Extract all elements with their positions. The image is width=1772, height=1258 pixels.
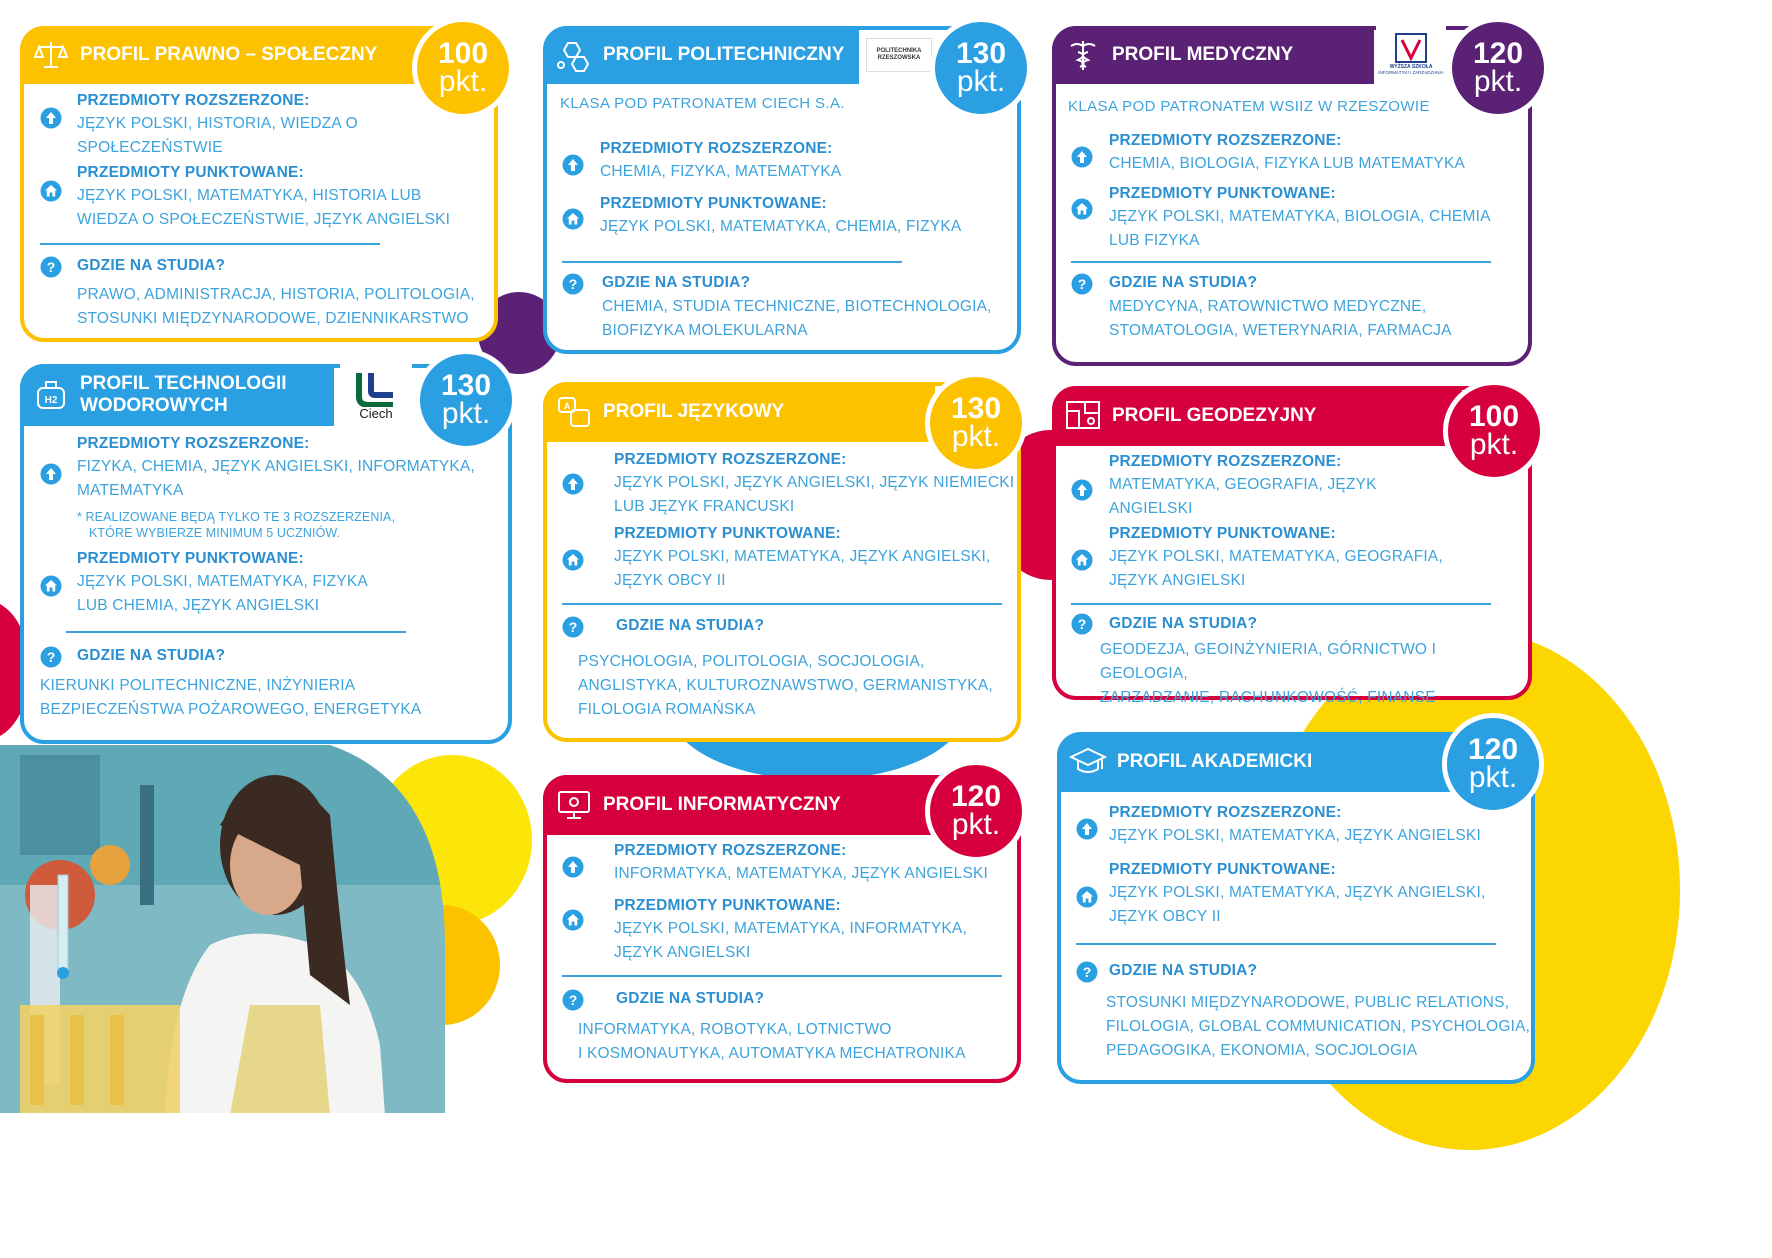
arrow-up-circle-icon [562, 154, 584, 176]
arrow-up-circle-icon [562, 856, 584, 878]
text-line: JĘZYK POLSKI, MATEMATYKA, JĘZYK ANGIELSKI, [614, 548, 991, 565]
text-line: JĘZYK POLSKI, JĘZYK ANGIELSKI, JĘZYK NIEMIECKI [614, 474, 1015, 491]
home-circle-icon [40, 180, 62, 202]
text-line: MATEMATYKA [77, 482, 184, 499]
text-line: KIERUNKI POLITECHNICZNE, INŻYNIERIA [40, 677, 356, 694]
section-extended [614, 840, 1019, 886]
section-label: PRZEDMIOTY PUNKTOWANE: [600, 195, 827, 212]
home-circle-icon [40, 575, 62, 597]
header-profil-prawno [20, 26, 440, 84]
section-label: PRZEDMIOTY ROZSZERZONE: [77, 435, 310, 452]
section-scored [614, 895, 1019, 965]
divider [40, 243, 380, 245]
divider [1071, 603, 1491, 605]
question-circle-icon [562, 616, 584, 638]
text-line: JĘZYK OBCY II [1109, 908, 1221, 925]
monitor-gear-icon [555, 786, 593, 824]
section-scored [614, 523, 1019, 593]
text-line: FILOLOGIA, GLOBAL COMMUNICATION, PSYCHOLOGIA, [1106, 1018, 1531, 1035]
section-label: PRZEDMIOTY ROZSZERZONE: [1109, 453, 1342, 470]
divider [562, 975, 1002, 977]
section-label: GDZIE NA STUDIA? [616, 617, 765, 634]
question-circle-icon [40, 646, 62, 668]
text-line: BIOFIZYKA MOLEKULARNA [602, 322, 808, 339]
divider [562, 603, 1002, 605]
text-line: STOSUNKI MIĘDZYNARODOWE, PUBLIC RELATIONS, [1106, 994, 1510, 1011]
arrow-up-circle-icon [1076, 818, 1098, 840]
text-line: ZARZADZANIE, RACHUNKOWOŚĆ, FINANSE [1100, 689, 1436, 706]
question-circle-icon [1071, 613, 1093, 635]
graduation-cap-icon [1069, 743, 1107, 781]
wsiiz-logo: WYŻSZA SZKOŁA INFORMATYKI I ZARZĄDZANIA [1376, 26, 1446, 82]
section-label: PRZEDMIOTY PUNKTOWANE: [1109, 185, 1336, 202]
home-circle-icon [1076, 886, 1098, 908]
section-label: PRZEDMIOTY ROZSZERZONE: [614, 451, 847, 468]
svg-text:H2: H2 [44, 395, 58, 406]
section-studies [578, 1018, 1018, 1066]
section-extended [77, 433, 502, 541]
section-label: PRZEDMIOTY ROZSZERZONE: [77, 92, 310, 109]
section-label: GDZIE NA STUDIA? [77, 257, 226, 274]
home-circle-icon [1071, 549, 1093, 571]
section-studies [1106, 991, 1531, 1063]
section-label: GDZIE NA STUDIA? [1109, 615, 1258, 632]
ciech-logo: Ciech [340, 364, 412, 426]
text-line: FIZYKA, CHEMIA, JĘZYK ANGIELSKI, INFORMATYKA, [77, 458, 476, 475]
points-badge: 130 pkt. [925, 372, 1027, 474]
section-studies [1109, 272, 1524, 343]
caduceus-icon [1064, 36, 1102, 74]
arrow-up-circle-icon [40, 107, 62, 129]
text-line: STOSUNKI MIĘDZYNARODOWE, DZIENNIKARSTWO [77, 310, 469, 327]
section-label: GDZIE NA STUDIA? [1109, 274, 1258, 291]
points-badge: 120 pkt. [1447, 17, 1549, 119]
home-circle-icon [562, 549, 584, 571]
header-profil-politechniczny [543, 26, 859, 84]
section-scored [77, 162, 487, 232]
text-line: JĘZYK POLSKI, MATEMATYKA, JĘZYK ANGIELSKI [1109, 827, 1481, 844]
header-profil-medyczny [1052, 26, 1374, 84]
section-extended [614, 449, 1019, 519]
section-label: GDZIE NA STUDIA? [602, 274, 751, 291]
text-line: JĘZYK POLSKI, MATEMATYKA, CHEMIA, FIZYKA [600, 218, 962, 235]
profile-title: PROFIL TECHNOLOGII WODOROWYCH [80, 373, 287, 416]
divider [1071, 261, 1491, 263]
section-extended [1109, 802, 1519, 848]
section-studies-label [77, 645, 225, 667]
molecule-icon [555, 36, 593, 74]
section-scored [1109, 859, 1519, 929]
text-line: PRAWO, ADMINISTRACJA, HISTORIA, POLITOLOGIA, [77, 286, 475, 303]
text-line: ANGLISTYKA, KULTUROZNAWSTWO, GERMANISTYKA, [578, 677, 993, 694]
text-line: LUB JĘZYK FRANCUSKI [614, 498, 795, 515]
note-line: KTÓRE WYBIERZE MINIMUM 5 UCZNIÓW. [89, 526, 341, 540]
header-profil-akademicki [1057, 732, 1455, 792]
section-extended [77, 90, 487, 160]
section-label: GDZIE NA STUDIA? [616, 990, 765, 1007]
section-label: PRZEDMIOTY ROZSZERZONE: [600, 140, 833, 157]
section-label: PRZEDMIOTY PUNKTOWANE: [77, 550, 304, 567]
hydrogen-tank-icon [32, 376, 70, 414]
section-extended [1109, 130, 1519, 176]
text-line: WIEDZA O SPOŁECZEŃSTWIE, JĘZYK ANGIELSKI [77, 211, 451, 228]
section-label: PRZEDMIOTY PUNKTOWANE: [1109, 525, 1336, 542]
section-scored [600, 193, 1010, 239]
question-circle-icon [562, 273, 584, 295]
text-line: JĘZYK POLSKI, HISTORIA, WIEDZA O [77, 115, 358, 132]
text-line: INFORMATYKA, MATEMATYKA, JĘZYK ANGIELSKI [614, 865, 989, 882]
politechnika-logo: POLITECHNIKA RZESZOWSKA [866, 38, 932, 72]
text-line: LUB CHEMIA, JĘZYK ANGIELSKI [77, 597, 320, 614]
section-studies [1100, 638, 1528, 710]
text-line: CHEMIA, STUDIA TECHNICZNE, BIOTECHNOLOGIA, [602, 298, 992, 315]
profile-title: PROFIL JĘZYKOWY [603, 401, 785, 422]
header-profil-wodorowy [20, 364, 334, 426]
text-line: JĘZYK POLSKI, MATEMATYKA, INFORMATYKA, [614, 920, 967, 937]
text-line: JĘZYK POLSKI, MATEMATYKA, FIZYKA [77, 573, 368, 590]
section-studies-label [1109, 960, 1257, 982]
text-line: JĘZYK POLSKI, MATEMATYKA, GEOGRAFIA, [1109, 548, 1443, 565]
text-line: INFORMATYKA, ROBOTYKA, LOTNICTWO [578, 1021, 892, 1038]
patronage-subtitle: KLASA POD PATRONATEM WSIIZ W RZESZOWIE [1068, 98, 1430, 115]
note-line: * REALIZOWANE BĘDĄ TYLKO TE 3 ROZSZERZENIA, [77, 510, 396, 524]
question-circle-icon [1076, 961, 1098, 983]
question-circle-icon [562, 989, 584, 1011]
points-badge: 120 pkt. [1442, 713, 1544, 815]
text-line: CHEMIA, FIZYKA, MATEMATYKA [600, 163, 842, 180]
patronage-subtitle: KLASA POD PATRONATEM CIECH S.A. [560, 95, 845, 112]
section-label: PRZEDMIOTY PUNKTOWANE: [614, 897, 841, 914]
text-line: JĘZYK POLSKI, MATEMATYKA, JĘZYK ANGIELSKI, [1109, 884, 1486, 901]
question-circle-icon [40, 256, 62, 278]
header-profil-jezykowy [543, 382, 935, 442]
section-label: PRZEDMIOTY PUNKTOWANE: [1109, 861, 1336, 878]
arrow-up-circle-icon [1071, 146, 1093, 168]
student-lab-photo [0, 745, 445, 1113]
points-badge: 130 pkt. [415, 349, 517, 451]
text-line: JĘZYK POLSKI, MATEMATYKA, HISTORIA LUB [77, 187, 422, 204]
text-line: LUB FIZYKA [1109, 232, 1200, 249]
text-line: CHEMIA, BIOLOGIA, FIZYKA LUB MATEMATYKA [1109, 155, 1466, 172]
divider [1076, 943, 1496, 945]
text-line: ANGIELSKI [1109, 500, 1193, 517]
arrow-up-circle-icon [562, 473, 584, 495]
section-studies-label [1109, 613, 1257, 635]
section-extended [600, 138, 1010, 184]
section-scored [1109, 183, 1519, 253]
text-line: FILOLOGIA ROMAŃSKA [578, 701, 756, 718]
header-profil-informatyczny [543, 775, 935, 835]
section-scored [77, 548, 502, 618]
text-line: I KOSMONAUTYKA, AUTOMATYKA MECHATRONIKA [578, 1045, 966, 1062]
text-line: PEDAGOGIKA, EKONOMIA, SOCJOLOGIA [1106, 1042, 1418, 1059]
profile-title: PROFIL MEDYCZNY [1112, 44, 1294, 65]
text-line: STOMATOLOGIA, WETERYNARIA, FARMACJA [1109, 322, 1452, 339]
profile-title: PROFIL INFORMATYCZNY [603, 794, 841, 815]
header-profil-geodezyjny [1052, 386, 1462, 446]
section-label: GDZIE NA STUDIA? [1109, 962, 1258, 979]
text-line: BEZPIECZEŃSTWA POŻAROWEGO, ENERGETYKA [40, 701, 422, 718]
section-studies [578, 650, 1018, 722]
divider [562, 261, 902, 263]
profile-title: PROFIL GEODEZYJNY [1112, 405, 1317, 426]
section-studies-label [616, 988, 764, 1010]
section-studies [40, 674, 500, 722]
text-line: MATEMATYKA, GEOGRAFIA, JĘZYK [1109, 476, 1377, 493]
section-scored [1109, 523, 1519, 593]
points-badge: 100 pkt. [1443, 380, 1545, 482]
arrow-up-circle-icon [1071, 479, 1093, 501]
text-line: PSYCHOLOGIA, POLITOLOGIA, SOCJOLOGIA, [578, 653, 925, 670]
question-circle-icon [1071, 273, 1093, 295]
text-line: JĘZYK ANGIELSKI [614, 944, 751, 961]
section-label: GDZIE NA STUDIA? [77, 647, 226, 664]
section-label: PRZEDMIOTY ROZSZERZONE: [1109, 132, 1342, 149]
profile-title: PROFIL POLITECHNICZNY [603, 44, 845, 65]
section-studies [77, 255, 497, 331]
points-badge: 100 pkt. [412, 17, 514, 119]
profile-title: PROFIL PRAWNO – SPOŁECZNY [80, 44, 378, 65]
home-circle-icon [562, 208, 584, 230]
scales-icon [32, 36, 70, 74]
section-extended [1109, 451, 1449, 521]
text-line: GEODEZJA, GEOINŻYNIERIA, GÓRNICTWO I GEOLOGIA, [1100, 641, 1437, 682]
text-line: JĘZYK OBCY II [614, 572, 726, 589]
text-line: MEDYCYNA, RATOWNICTWO MEDYCZNE, [1109, 298, 1427, 315]
map-icon [1064, 397, 1102, 435]
divider [66, 631, 406, 633]
section-studies [602, 272, 1017, 343]
home-circle-icon [562, 909, 584, 931]
points-badge: 130 pkt. [930, 17, 1032, 119]
points-badge: 120 pkt. [925, 760, 1027, 862]
text-line: JĘZYK POLSKI, MATEMATYKA, BIOLOGIA, CHEMIA [1109, 208, 1491, 225]
section-label: PRZEDMIOTY PUNKTOWANE: [77, 164, 304, 181]
section-studies-label [616, 615, 764, 637]
text-line: SPOŁECZEŃSTWIE [77, 139, 223, 156]
section-label: PRZEDMIOTY ROZSZERZONE: [614, 842, 847, 859]
home-circle-icon [1071, 198, 1093, 220]
profile-title: PROFIL AKADEMICKI [1117, 751, 1313, 772]
svg-text:A: A [563, 401, 571, 411]
language-icon [555, 393, 593, 431]
text-line: JĘZYK ANGIELSKI [1109, 572, 1246, 589]
section-label: PRZEDMIOTY ROZSZERZONE: [1109, 804, 1342, 821]
section-label: PRZEDMIOTY PUNKTOWANE: [614, 525, 841, 542]
arrow-up-circle-icon [40, 463, 62, 485]
